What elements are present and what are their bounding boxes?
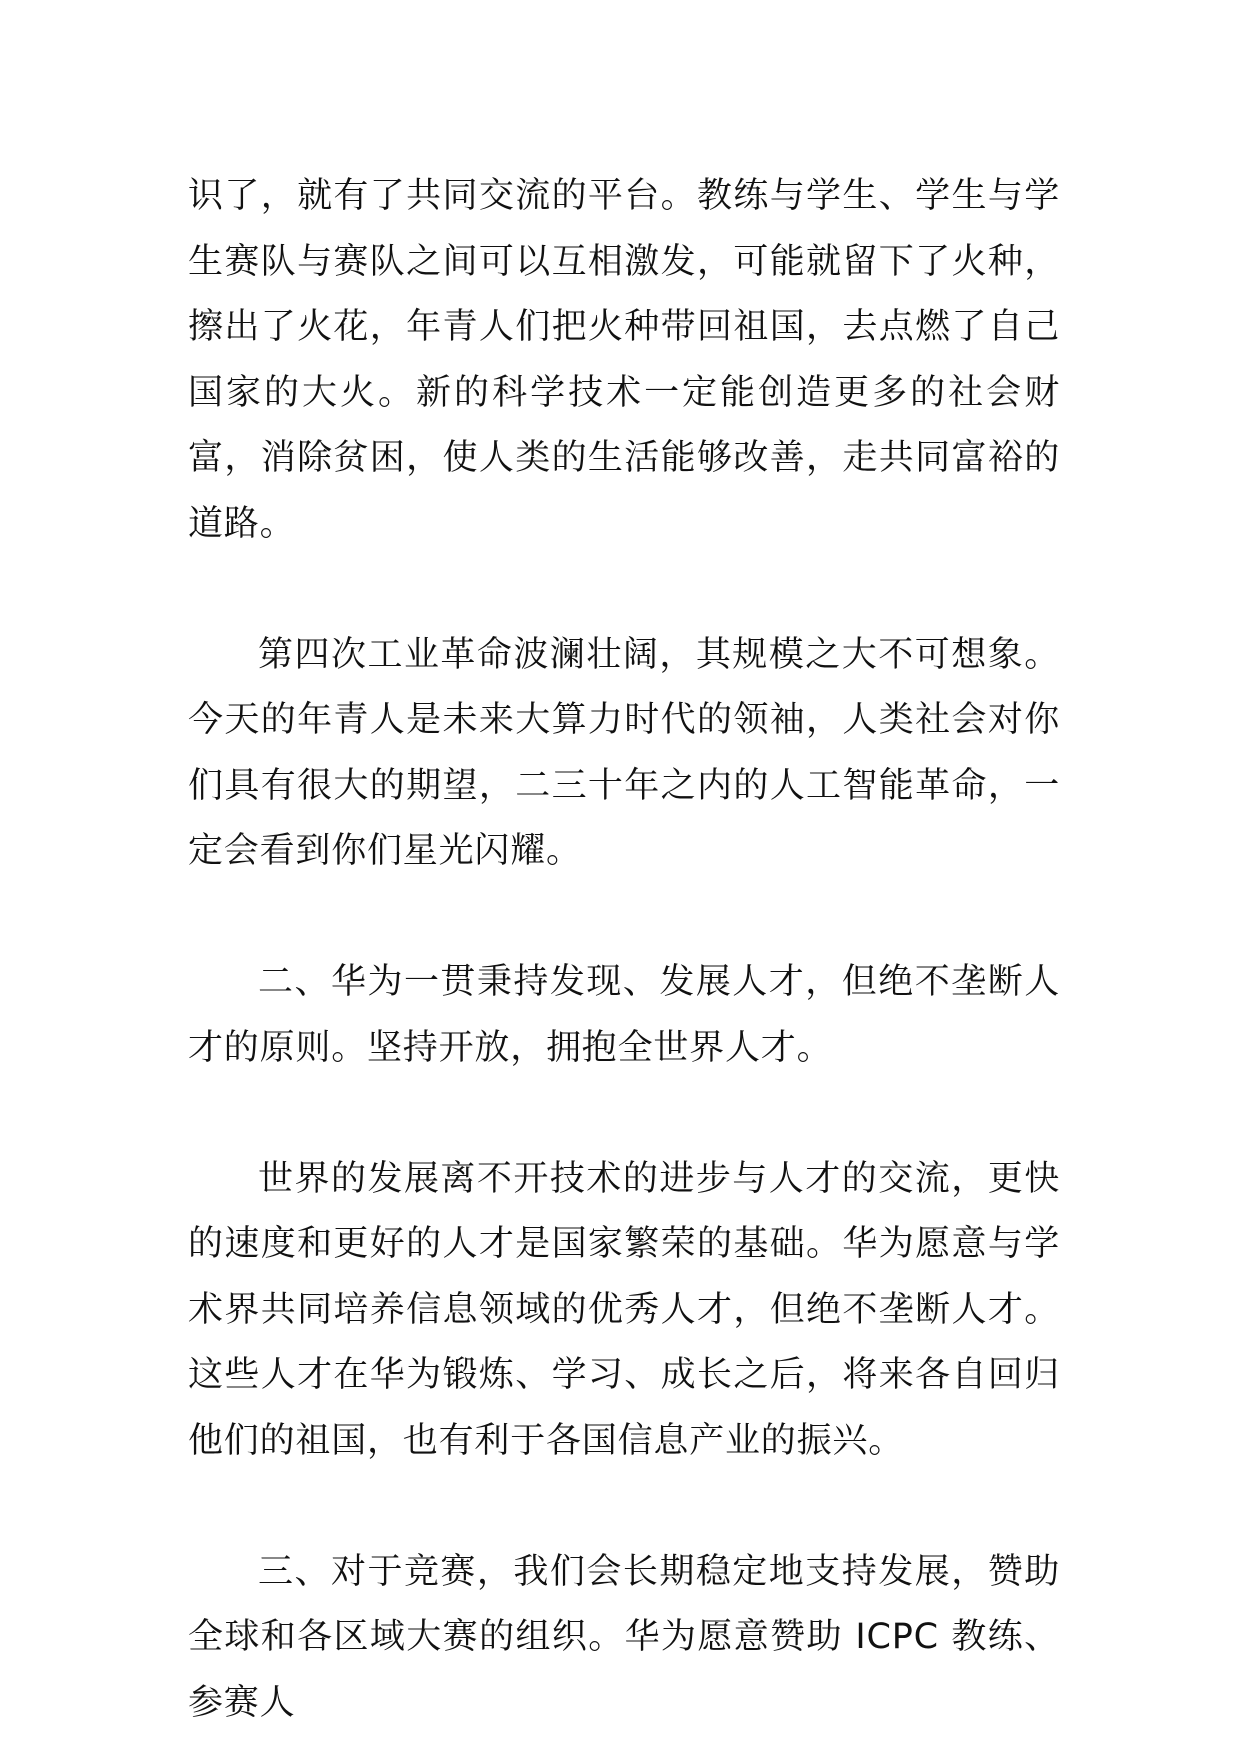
paragraph-point-two-heading: 二、华为一贯秉持发现、发展人才，但绝不垄断人才的原则。坚持开放，拥抱全世界人才。 (188, 962, 1060, 1068)
paragraph-talent-exchange: 世界的发展离不开技术的进步与人才的交流，更快的速度和更好的人才是国家繁荣的基础。华为愿意与学术界共同培养信息领域的优秀人才，但绝不垄断人才。这些人才在华为锻炼、学习、成长之后，将来各自回归他们的祖国，也有利于各国信息产业的振兴。 (188, 1158, 1060, 1461)
document-body (188, 164, 1060, 1736)
paragraph-point-three-competition: 三、对于竞赛，我们会长期稳定地支持发展，赞助全球和各区域大赛的组织。华为愿意赞助 ICPC 教练、参赛人 (188, 1551, 1060, 1723)
paragraph-continuation: 识了，就有了共同交流的平台。教练与学生、学生与学生赛队与赛队之间可以互相激发，可能就留下了火种，擦出了火花，年青人们把火种带回祖国，去点燃了自己国家的大火。新的科学技术一定能创造更多的社会财富，消除贫困，使人类的生活能够改善，走共同富裕的道路。 (188, 176, 1060, 544)
paragraph-fourth-industrial-revolution: 第四次工业革命波澜壮阔，其规模之大不可想象。今天的年青人是未来大算力时代的领袖，人类社会对你们具有很大的期望，二三十年之内的人工智能革命，一定会看到你们星光闪耀。 (188, 634, 1060, 871)
